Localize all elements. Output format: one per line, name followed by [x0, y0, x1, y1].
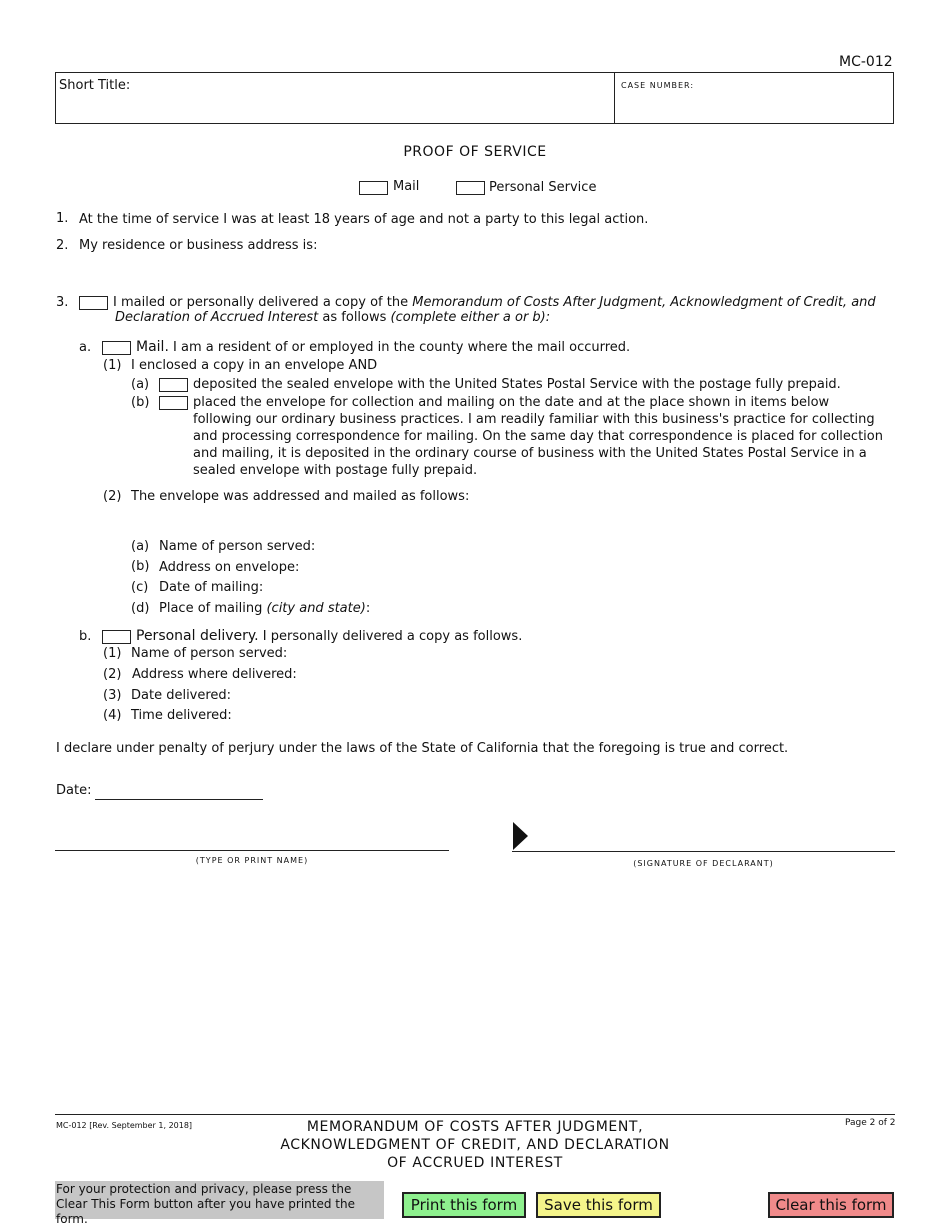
section-a-mail-label: Mail.	[136, 339, 169, 355]
item-3-mid: as follows	[322, 310, 387, 325]
section-b-label: Personal delivery.	[136, 628, 259, 644]
section-a-1a-letter: (a)	[131, 377, 150, 392]
date-field[interactable]	[95, 799, 263, 800]
section-a-mail-checkbox[interactable]	[102, 341, 131, 355]
mail-field-b-label: Address on envelope:	[159, 560, 300, 575]
section-b-text: I personally delivered a copy as follows.	[262, 629, 523, 644]
header-box	[55, 72, 894, 124]
delivery-field-2-label: Address where delivered:	[132, 667, 297, 682]
section-b-line	[136, 628, 522, 644]
deposited-text: deposited the sealed envelope with the United States Postal Service with the postage fully prepaid.	[193, 377, 841, 392]
item-3-number: 3.	[56, 295, 69, 310]
section-a-mail-line	[136, 339, 630, 355]
print-name-field[interactable]	[55, 850, 449, 851]
declaration-text: I declare under penalty of perjury under the laws of the State of California that the foregoing is true and correct.	[56, 741, 789, 756]
section-a-1-number: (1)	[103, 358, 122, 373]
footer-title	[250, 1118, 700, 1172]
section-b-checkbox[interactable]	[102, 630, 131, 644]
footer-rule	[55, 1114, 895, 1115]
item-3-checkbox[interactable]	[79, 296, 108, 310]
mail-field-c-letter: (c)	[131, 580, 149, 595]
mail-field-d	[159, 601, 370, 616]
signature-label: (SIGNATURE OF DECLARANT)	[633, 859, 774, 868]
mail-field-a-letter: (a)	[131, 539, 150, 554]
item-2-text: My residence or business address is:	[79, 238, 318, 253]
item-3-document-title: Memorandum of Costs After Judgment, Acknowledgment of Credit, and	[412, 295, 876, 310]
section-b-letter: b.	[79, 629, 92, 644]
item-2-number: 2.	[56, 238, 69, 253]
mail-field-c-label: Date of mailing:	[159, 580, 264, 595]
date-label: Date:	[56, 783, 92, 798]
item-3-prefix: I mailed or personally delivered a copy of the	[113, 295, 409, 310]
mail-field-d-italic: (city and state)	[266, 601, 366, 616]
section-a-2-number: (2)	[103, 489, 122, 504]
save-form-button[interactable]: Save this form	[536, 1192, 661, 1218]
page-title: PROOF OF SERVICE	[403, 144, 547, 160]
item-3-line-2	[115, 310, 550, 325]
placed-checkbox[interactable]	[159, 396, 188, 410]
signature-field[interactable]	[512, 851, 895, 852]
footer-title-line-1: MEMORANDUM OF COSTS AFTER JUDGMENT,	[306, 1119, 644, 1135]
footer-title-line-3: OF ACCRUED INTEREST	[387, 1155, 563, 1171]
section-a-mail-text: I am a resident of or employed in the county where the mail occurred.	[173, 340, 631, 355]
delivery-field-2-number: (2)	[103, 667, 122, 682]
footer-revision: MC-012 [Rev. September 1, 2018]	[56, 1121, 193, 1130]
clear-form-button[interactable]: Clear this form	[768, 1192, 894, 1218]
footer-title-line-2: ACKNOWLEDGMENT OF CREDIT, AND DECLARATION	[280, 1137, 670, 1153]
section-a-1-text: I enclosed a copy in an envelope AND	[131, 358, 378, 373]
delivery-field-4-number: (4)	[103, 708, 122, 723]
mail-field-a-label: Name of person served:	[159, 539, 316, 554]
delivery-field-1-number: (1)	[103, 646, 122, 661]
short-title-cell[interactable]	[56, 73, 615, 123]
item-1-number: 1.	[56, 211, 69, 226]
mail-field-d-letter: (d)	[131, 601, 150, 616]
mail-field-b-letter: (b)	[131, 559, 150, 574]
short-title-label: Short Title:	[59, 78, 131, 93]
section-a-letter: a.	[79, 340, 92, 355]
placed-text: placed the envelope for collection and mailing on the date and at the place shown in items below following our ordinary business practices. I am readily familiar with this business's practice for collecting and processing correspondence for mailing. On the same day that correspondence is placed for collection and mailing, it is deposited in the ordinary course of business with the United States Postal Service in a sealed envelope with postage fully prepaid.	[193, 395, 883, 478]
mail-field-d-label: Place of mailing	[159, 601, 263, 616]
item-3-line-1	[113, 295, 876, 310]
delivery-field-3-label: Date delivered:	[131, 688, 232, 703]
section-a-1b-letter: (b)	[131, 395, 150, 410]
item-3-document-title-2: Declaration of Accrued Interest	[115, 310, 319, 325]
personal-service-option-label: Personal Service	[489, 180, 597, 195]
page-number: Page 2 of 2	[845, 1118, 896, 1128]
mail-option-label: Mail	[393, 179, 420, 194]
section-a-2-text: The envelope was addressed and mailed as follows:	[131, 489, 470, 504]
mail-field-d-suffix: :	[365, 601, 371, 616]
delivery-field-3-number: (3)	[103, 688, 122, 703]
delivery-field-4-label: Time delivered:	[131, 708, 232, 723]
form-id: MC-012	[839, 54, 893, 70]
item-3-instruction: (complete either a or b):	[390, 310, 551, 325]
signature-arrow-icon	[513, 822, 528, 850]
item-1-text: At the time of service I was at least 18 years of age and not a party to this legal action.	[79, 212, 649, 227]
mail-checkbox[interactable]	[359, 181, 388, 195]
personal-service-checkbox[interactable]	[456, 181, 485, 195]
address-field[interactable]	[79, 256, 894, 286]
case-number-cell[interactable]	[616, 73, 893, 123]
print-name-label: (TYPE OR PRINT NAME)	[195, 856, 309, 865]
delivery-field-1-label: Name of person served:	[131, 646, 288, 661]
privacy-note: For your protection and privacy, please press the Clear This Form button after you have printed the form.	[55, 1181, 384, 1219]
print-form-button[interactable]: Print this form	[402, 1192, 526, 1218]
deposited-checkbox[interactable]	[159, 378, 188, 392]
case-number-label: CASE NUMBER:	[621, 81, 695, 90]
